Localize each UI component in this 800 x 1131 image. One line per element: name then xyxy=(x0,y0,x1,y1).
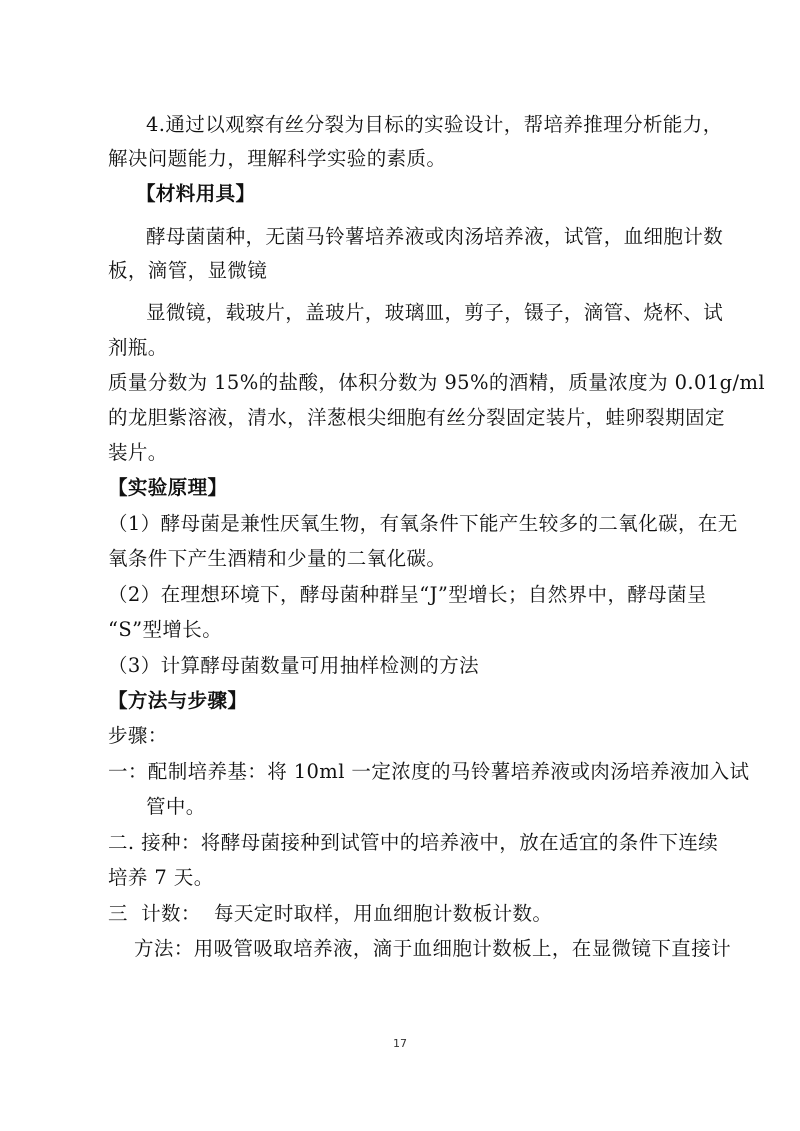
text-line: 剂瓶。 xyxy=(108,336,168,359)
section-heading-method: 【方法与步骤】 xyxy=(108,689,248,712)
text-line: 培养 7 天。 xyxy=(108,866,214,889)
text-line: 氧条件下产生酒精和少量的二氧化碳。 xyxy=(108,547,447,570)
text-line: 二. 接种：将酵母菌接种到试管中的培养液中，放在适宜的条件下连续 xyxy=(108,831,719,854)
text-line: （2）在理想环境下，酵母菌种群呈“J”型增长；自然界中，酵母菌呈 xyxy=(108,583,707,606)
text-line: 质量分数为 15%的盐酸，体积分数为 95%的酒精，质量浓度为 0.01g/ml xyxy=(108,371,765,394)
text-line: 步骤： xyxy=(108,724,168,747)
section-heading-principle: 【实验原理】 xyxy=(108,476,228,499)
text-line: 方法：用吸管吸取培养液，滴于血细胞计数板上，在显微镜下直接计 xyxy=(134,937,732,960)
text-line: 装片。 xyxy=(108,441,168,464)
section-heading-materials: 【材料用具】 xyxy=(136,182,256,205)
text-line: 解决问题能力，理解科学实验的素质。 xyxy=(108,147,447,170)
text-line: （3）计算酵母菌数量可用抽样检测的方法 xyxy=(108,654,480,677)
page-number: 17 xyxy=(393,1037,407,1050)
text-line: 管中。 xyxy=(146,795,206,818)
text-line: 一：配制培养基：将 10ml 一定浓度的马铃薯培养液或肉汤培养液加入试 xyxy=(108,760,750,783)
text-line: “S”型增长。 xyxy=(108,618,223,641)
text-line: 酵母菌菌种，无菌马铃薯培养液或肉汤培养液，试管，血细胞计数 xyxy=(146,225,724,248)
text-line: 4.通过以观察有丝分裂为目标的实验设计，帮培养推理分析能力， xyxy=(146,113,723,136)
text-line: 显微镜，载玻片，盖玻片，玻璃皿，剪子，镊子，滴管、烧杯、试 xyxy=(146,301,724,324)
text-line: 板，滴管，显微镜 xyxy=(108,259,268,282)
text-line: 三 计数： 每天定时取样，用血细胞计数板计数。 xyxy=(108,902,553,925)
text-line: （1）酵母菌是兼性厌氧生物，有氧条件下能产生较多的二氧化碳，在无 xyxy=(108,512,738,535)
text-line: 的龙胆紫溶液，清水，洋葱根尖细胞有丝分裂固定装片，蛙卵裂期固定 xyxy=(108,406,725,429)
